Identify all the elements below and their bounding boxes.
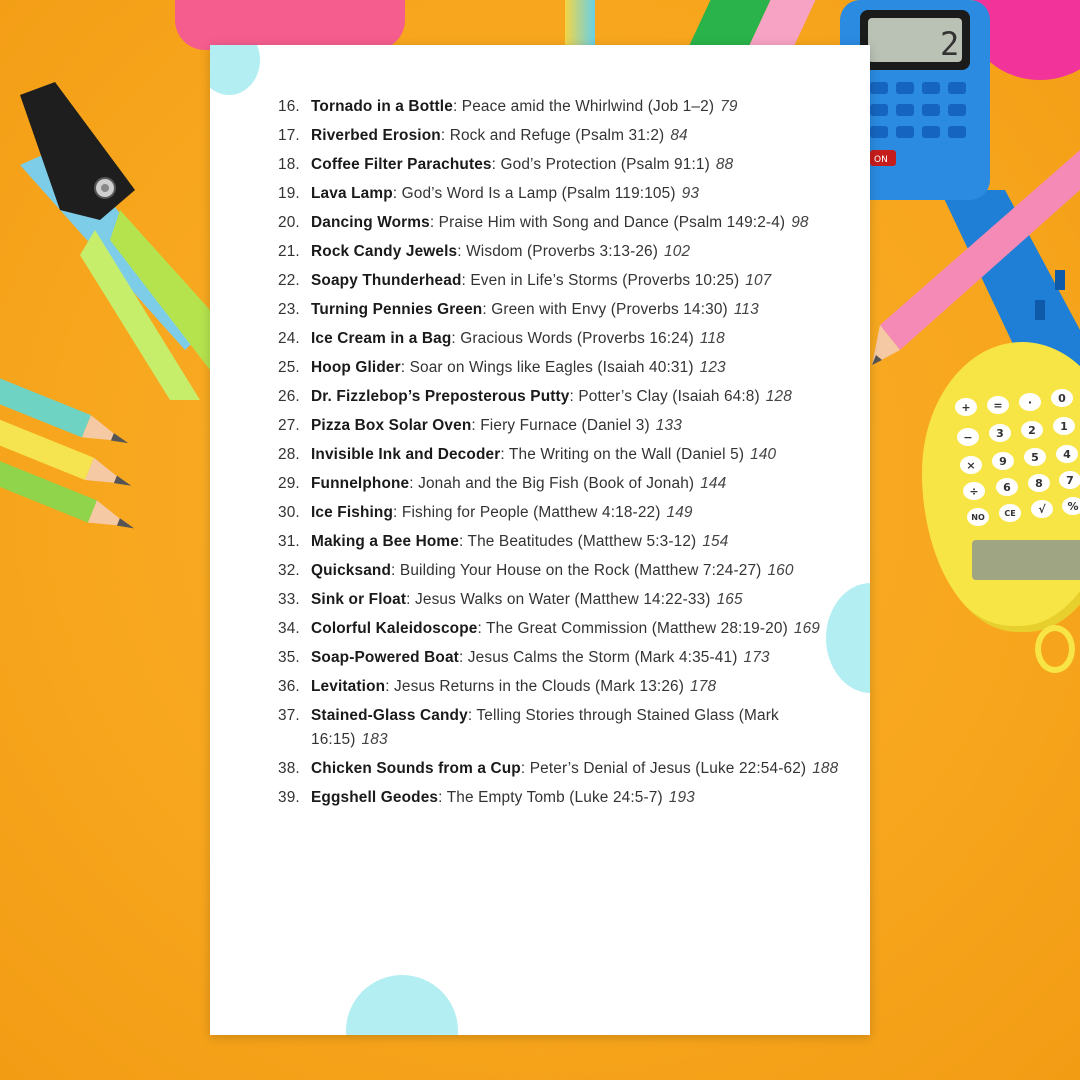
entry-title: Eggshell Geodes [311, 789, 439, 806]
entry-number: 24. [278, 330, 300, 347]
entry-description: : Peace amid the Whirlwind (Job 1–2) [452, 98, 715, 115]
yellow-calculator-ring [1035, 625, 1075, 673]
entry-page-number: 79 [720, 98, 738, 115]
entry-page-number: 183 [361, 731, 388, 748]
entry-title: Dancing Worms [311, 214, 430, 231]
entry-number: 25. [278, 359, 300, 376]
entry-description: : Fiery Furnace (Daniel 3) [471, 417, 650, 434]
entry-page-number: 193 [668, 789, 695, 806]
toc-entry [210, 356, 870, 380]
entry-description: : Gracious Words (Proverbs 16:24) [451, 330, 694, 347]
entry-page-number: 107 [745, 272, 772, 289]
entry-title: Tornado in a Bottle [311, 98, 453, 115]
entry-number: 22. [278, 272, 300, 289]
toc-entry [210, 269, 870, 293]
entry-number: 18. [278, 156, 300, 173]
yellow-calculator-screen [972, 540, 1080, 580]
entry-description: : Jesus Walks on Water (Matthew 14:22-33) [406, 591, 711, 608]
calc-key-6: 6 [1003, 481, 1011, 494]
calc-key-5: 5 [1031, 451, 1039, 464]
entry-title: Ice Fishing [311, 504, 394, 521]
calc-key-2: 2 [1028, 424, 1036, 437]
calc-key-percent: % [1067, 500, 1079, 513]
accent-dot-top-left [210, 45, 260, 95]
entry-description: : God’s Protection (Psalm 91:1) [491, 156, 710, 173]
entry-title: Sink or Float [311, 591, 407, 608]
calc-key-1: 1 [1060, 420, 1068, 433]
calc-key-times: × [966, 459, 976, 472]
entry-description: : Soar on Wings like Eagles (Isaiah 40:31) [400, 359, 694, 376]
entry-title: Invisible Ink and Decoder [311, 446, 501, 463]
pencil-top-1 [565, 0, 595, 45]
entry-title: Turning Pennies Green [311, 301, 483, 318]
entry-number: 17. [278, 127, 300, 144]
entry-number: 26. [278, 388, 300, 405]
accent-dot-bottom [346, 975, 458, 1035]
entry-page-number: 93 [681, 185, 700, 202]
calc-key-minus: − [963, 431, 973, 444]
toc-entry [210, 385, 870, 409]
entry-page-number: 173 [743, 649, 770, 666]
entry-title: Quicksand [311, 562, 392, 579]
calc-key-divide: ÷ [969, 485, 979, 498]
entry-number: 37. [278, 707, 300, 724]
entry-title: Soap-Powered Boat [311, 649, 459, 666]
entry-number: 31. [278, 533, 300, 550]
entry-title: Funnelphone [311, 475, 410, 492]
calc-key-ce: CE [1004, 509, 1016, 518]
toc-entry [210, 786, 870, 810]
entry-page-number: 133 [655, 417, 682, 434]
entry-number: 39. [278, 789, 300, 806]
toc-entry [210, 588, 870, 612]
entry-number: 27. [278, 417, 300, 434]
toc-entry [210, 617, 870, 641]
entry-page-number: 160 [767, 562, 794, 579]
entry-page-number: 102 [664, 243, 691, 260]
entry-page-number: 149 [666, 504, 693, 521]
entry-page-number: 88 [715, 156, 734, 173]
entry-description: : Rock and Refuge (Psalm 31:2) [440, 127, 665, 144]
toc-entry [210, 240, 870, 264]
entry-number: 29. [278, 475, 300, 492]
toc-entry [210, 472, 870, 496]
calc-key-7: 7 [1066, 474, 1074, 487]
entry-page-number: 123 [699, 359, 726, 376]
entry-page-number: 118 [699, 330, 725, 347]
toc-entry [210, 559, 870, 583]
entry-title: Levitation [311, 678, 386, 695]
calc-key-9: 9 [999, 455, 1007, 468]
entry-page-number: 165 [716, 591, 743, 608]
entry-description: : The Beatitudes (Matthew 5:3-12) [458, 533, 697, 550]
entry-title: Hoop Glider [311, 359, 401, 376]
toc-entry [210, 414, 870, 438]
toc-entry [210, 211, 870, 235]
entry-description: : Fishing for People (Matthew 4:18-22) [393, 504, 661, 521]
entry-number: 33. [278, 591, 300, 608]
calc-key-no: NO [971, 513, 985, 522]
colored-pencils-left [0, 360, 145, 555]
calc-key-3: 3 [996, 427, 1004, 440]
entry-title: Riverbed Erosion [311, 127, 441, 144]
entry-number: 19. [278, 185, 300, 202]
entry-title: Colorful Kaleidoscope [311, 620, 478, 637]
toc-entry [210, 124, 870, 148]
toc-entry [210, 182, 870, 206]
entry-description: : Jonah and the Big Fish (Book of Jonah) [409, 475, 695, 492]
entry-number: 28. [278, 446, 300, 463]
entry-description: : God’s Word Is a Lamp (Psalm 119:105) [392, 185, 676, 202]
entry-page-number: 98 [791, 214, 809, 231]
entry-page-number: 169 [793, 620, 821, 637]
entry-page-number: 113 [733, 301, 759, 318]
entry-number: 20. [278, 214, 300, 231]
entry-description: : The Writing on the Wall (Daniel 5) [500, 446, 745, 463]
entry-title: Coffee Filter Parachutes [311, 156, 492, 173]
entry-description: : Green with Envy (Proverbs 14:30) [482, 301, 728, 318]
calc-key-dot: · [1027, 396, 1033, 409]
entry-description: : Praise Him with Song and Dance (Psalm 149:2-4) [429, 214, 786, 231]
entry-number: 32. [278, 562, 300, 579]
toc-entry [210, 153, 870, 177]
entry-description: : Even in Life’s Storms (Proverbs 10:25) [461, 272, 740, 289]
toc-entry [210, 757, 870, 781]
yellow-calculator-keys [950, 385, 1080, 535]
watch-display-digit: 2 [940, 25, 960, 63]
entry-title: Ice Cream in a Bag [311, 330, 452, 347]
entry-page-number: 144 [700, 475, 727, 492]
entry-description: : Jesus Returns in the Clouds (Mark 13:26) [385, 678, 685, 695]
toc-entry [210, 530, 870, 554]
entry-title: Lava Lamp [311, 185, 393, 202]
calc-key-sqrt: √ [1038, 503, 1046, 516]
entry-title: Stained-Glass Candy [311, 707, 468, 724]
book-page [210, 45, 870, 1035]
entry-title: Pizza Box Solar Oven [311, 417, 472, 434]
entry-page-number: 154 [702, 533, 729, 550]
toc-entry [210, 646, 870, 670]
entry-page-number: 128 [765, 388, 792, 405]
entry-number: 34. [278, 620, 300, 637]
table-of-contents [210, 95, 870, 815]
calc-key-8: 8 [1035, 477, 1043, 490]
entry-page-number: 188 [812, 760, 839, 777]
entry-description: : The Great Commission (Matthew 28:19-20) [477, 620, 788, 637]
toc-entry [210, 675, 870, 699]
entry-description: : Peter’s Denial of Jesus (Luke 22:54-62) [520, 760, 807, 777]
toc-entry [210, 704, 870, 752]
entry-description: : Telling Stories through Stained Glass (Mark 16:15) [311, 707, 779, 748]
toc-entry [210, 443, 870, 467]
entry-page-number: 84 [670, 127, 688, 144]
watch-on-button: ON [874, 155, 888, 165]
entry-description: : Building Your House on the Rock (Matthew 7:24-27) [391, 562, 762, 579]
entry-number: 23. [278, 301, 300, 318]
pink-toy-top [175, 0, 405, 50]
entry-title: Rock Candy Jewels [311, 243, 458, 260]
entry-description: : Jesus Calms the Storm (Mark 4:35-41) [458, 649, 738, 666]
entry-title: Soapy Thunderhead [311, 272, 462, 289]
compass-icon [0, 70, 215, 400]
entry-title: Making a Bee Home [311, 533, 459, 550]
entry-page-number: 140 [750, 446, 777, 463]
calc-key-4: 4 [1063, 448, 1071, 461]
entry-number: 35. [278, 649, 300, 666]
entry-number: 21. [278, 243, 300, 260]
entry-number: 30. [278, 504, 300, 521]
entry-title: Chicken Sounds from a Cup [311, 760, 521, 777]
entry-description: : The Empty Tomb (Luke 24:5-7) [438, 789, 663, 806]
entry-description: : Wisdom (Proverbs 3:13-26) [457, 243, 659, 260]
toc-entry [210, 95, 870, 119]
entry-number: 38. [278, 760, 300, 777]
calc-key-plus: + [961, 401, 971, 414]
entry-number: 16. [278, 98, 300, 115]
entry-page-number: 178 [690, 678, 717, 695]
entry-description: : Potter’s Clay (Isaiah 64:8) [569, 388, 760, 405]
toc-entry [210, 501, 870, 525]
toc-entry [210, 298, 870, 322]
calc-key-equals: = [993, 399, 1003, 412]
calc-key-0: 0 [1058, 392, 1066, 405]
entry-title: Dr. Fizzlebop’s Preposterous Putty [311, 388, 570, 405]
entry-number: 36. [278, 678, 300, 695]
toc-entry [210, 327, 870, 351]
